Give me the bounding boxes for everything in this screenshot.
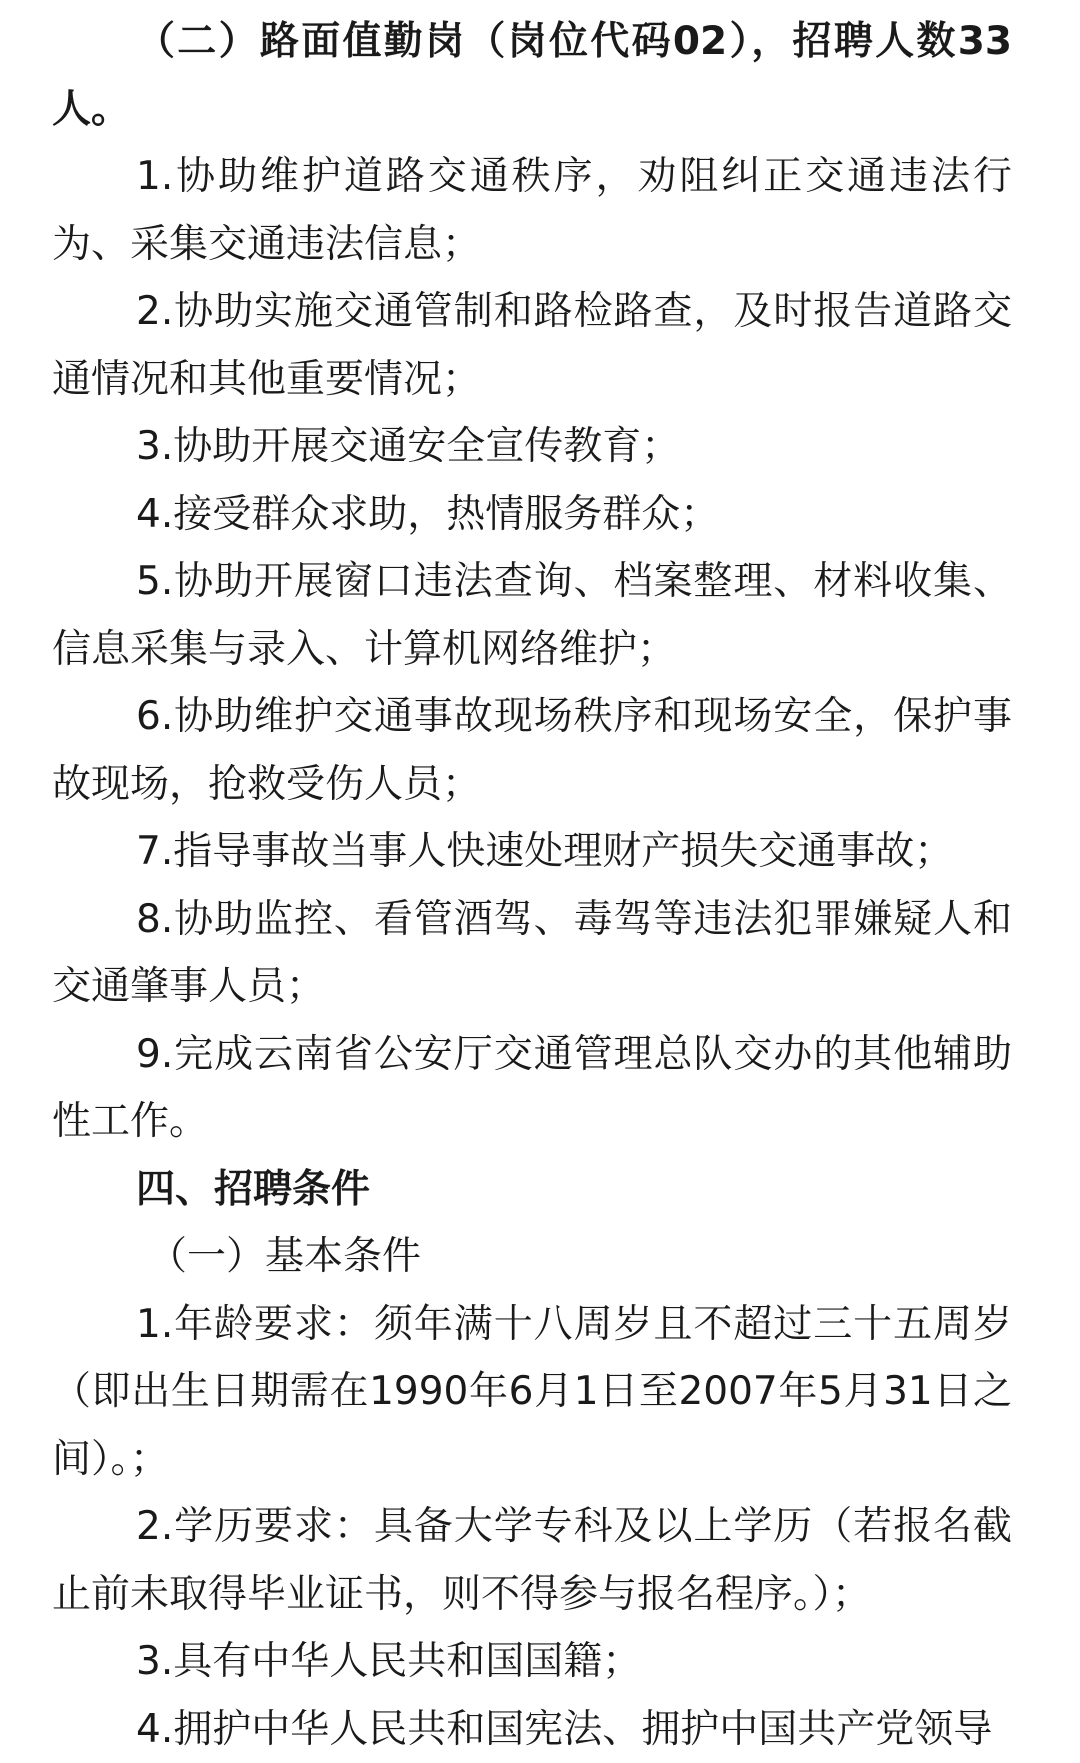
duty-item-8: 8.协助监控、看管酒驾、毒驾等违法犯罪嫌疑人和交通肇事人员； <box>52 886 1012 1021</box>
duty-item-3: 3.协助开展交通安全宣传教育； <box>52 413 1012 481</box>
condition-item-4: 4.拥护中华人民共和国宪法、拥护中国共产党领导 <box>52 1696 1012 1763</box>
condition-item-1: 1.年龄要求：须年满十八周岁且不超过三十五周岁（即出生日期需在1990年6月1日至2007年5月31日之间）。； <box>52 1291 1012 1494</box>
section-heading: 四、招聘条件 <box>52 1156 1012 1224</box>
duty-item-7: 7.指导事故当事人快速处理财产损失交通事故； <box>52 818 1012 886</box>
duty-item-5: 5.协助开展窗口违法查询、档案整理、材料收集、信息采集与录入、计算机网络维护； <box>52 548 1012 683</box>
subsection-heading: （一）基本条件 <box>52 1223 1012 1291</box>
document-body <box>52 8 1012 1763</box>
position-heading: （二）路面值勤岗（岗位代码02），招聘人数33人。 <box>52 8 1012 143</box>
condition-item-2: 2.学历要求：具备大学专科及以上学历（若报名截止前未取得毕业证书，则不得参与报名程序。）； <box>52 1493 1012 1628</box>
duty-item-1: 1.协助维护道路交通秩序，劝阻纠正交通违法行为、采集交通违法信息； <box>52 143 1012 278</box>
condition-item-3: 3.具有中华人民共和国国籍； <box>52 1628 1012 1696</box>
duty-item-6: 6.协助维护交通事故现场秩序和现场安全，保护事故现场，抢救受伤人员； <box>52 683 1012 818</box>
duty-item-2: 2.协助实施交通管制和路检路查，及时报告道路交通情况和其他重要情况； <box>52 278 1012 413</box>
duty-item-4: 4.接受群众求助，热情服务群众； <box>52 481 1012 549</box>
duty-item-9: 9.完成云南省公安厅交通管理总队交办的其他辅助性工作。 <box>52 1021 1012 1156</box>
